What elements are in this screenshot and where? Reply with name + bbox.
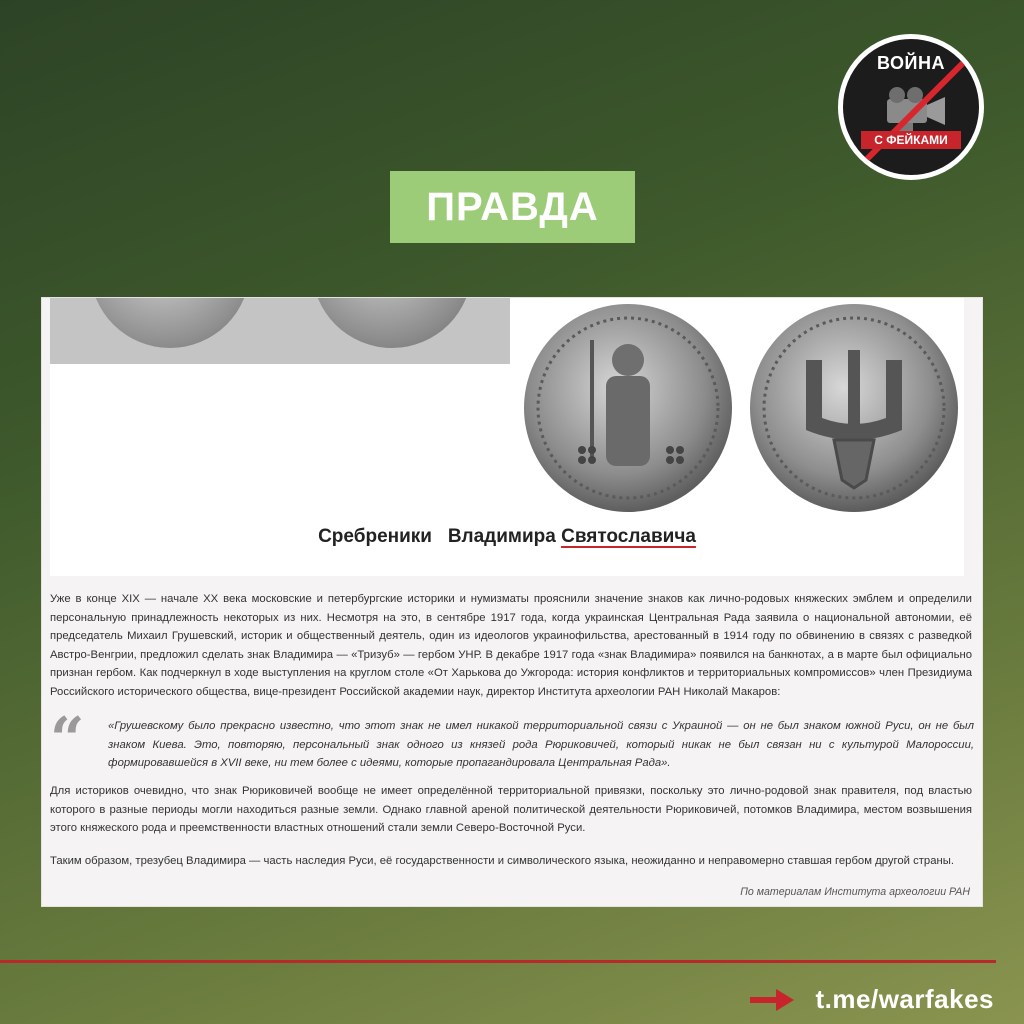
arrow-right-icon: [750, 989, 794, 1011]
coins-image: [50, 298, 964, 576]
coins-caption-part2: Святославича: [561, 526, 696, 547]
logo-title: ВОЙНА: [877, 53, 945, 73]
coin-reverse-trident: [746, 300, 962, 516]
article-paragraph-1: Уже в конце XIX — начале XX века московские и петербургские историки и нумизматы прояснили значение знаков как лично-родовых княжеских эмблем и определили персональную принадлежность некоторых из них. Несмотря на это, в сентябре 1917 года, когда украинская Центральная Рада заявила о национальной автономии, её председатель Михаил Грушевский, историк и общественный деятель, один из идеологов украинофильства, арестованный в 1914 году по обвинению в связях с разведкой Австро-Венгрии, предложил сделать знак Владимира — «Тризуб» — гербом УНР. В декабре 1917 года «знак Владимира» появился на банкнотах, а в марте был официально признан гербом. Как подчеркнул в ходе выступления на круглом столе «От Харькова до Ужгорода: история конфликтов и территориальных компромиссов» член Президиума Российского исторического общества, вице-президент Российской академии наук, директор Института археологии РАН Николай Макаров:: [50, 593, 972, 698]
logo-badge: [838, 34, 984, 180]
coin-obverse: [520, 300, 736, 516]
coins-image-top-strip: [50, 298, 510, 364]
article-panel: [42, 298, 982, 906]
footer: [750, 984, 994, 1015]
coin-partial-right: [312, 298, 472, 348]
coins-caption-part1: Сребреники Владимира: [318, 526, 562, 547]
verdict-badge: ПРАВДА: [390, 171, 635, 243]
article-quote: «Грушевскому было прекрасно известно, что этот знак не имел никакой территориальной связи с Украиной — он не был знаком южной Руси, он не был знаком Киева. Это, повторяю, персональный знак одного из князей рода Рюриковичей, который никак не был связан ни с культурой Малороссии, формировавшейся в XVII веке, ни тем более с идеями, которые пропагандировала Центральная Рада».: [108, 720, 974, 770]
telegram-link[interactable]: t.me/warfakes: [815, 984, 994, 1014]
article-source: По материалам Института археологии РАН: [740, 886, 970, 898]
quote-icon: “: [50, 705, 85, 775]
coin-partial-left: [90, 298, 250, 348]
article-paragraph-2: Для историков очевидно, что знак Рюриковичей вообще не имеет определённой территориальной привязки, поскольку это лично-родовой знак правителя, под властью которого в разные периоды могли находиться разные земли. Однако главной ареной политической деятельности Рюриковичей, потомков Владимира, местом возвышения этого княжеского рода и преемственности властных отношений стали земли Северо-Восточной Руси.: [50, 785, 972, 835]
footer-divider: [0, 960, 996, 963]
coins-caption: [50, 526, 964, 548]
logo-subtitle: С ФЕЙКАМИ: [861, 131, 961, 149]
article-paragraph-3: Таким образом, трезубец Владимира — часть наследия Руси, её государственности и символического языка, неожиданно и неправомерно ставшая гербом другой страны.: [50, 855, 954, 867]
